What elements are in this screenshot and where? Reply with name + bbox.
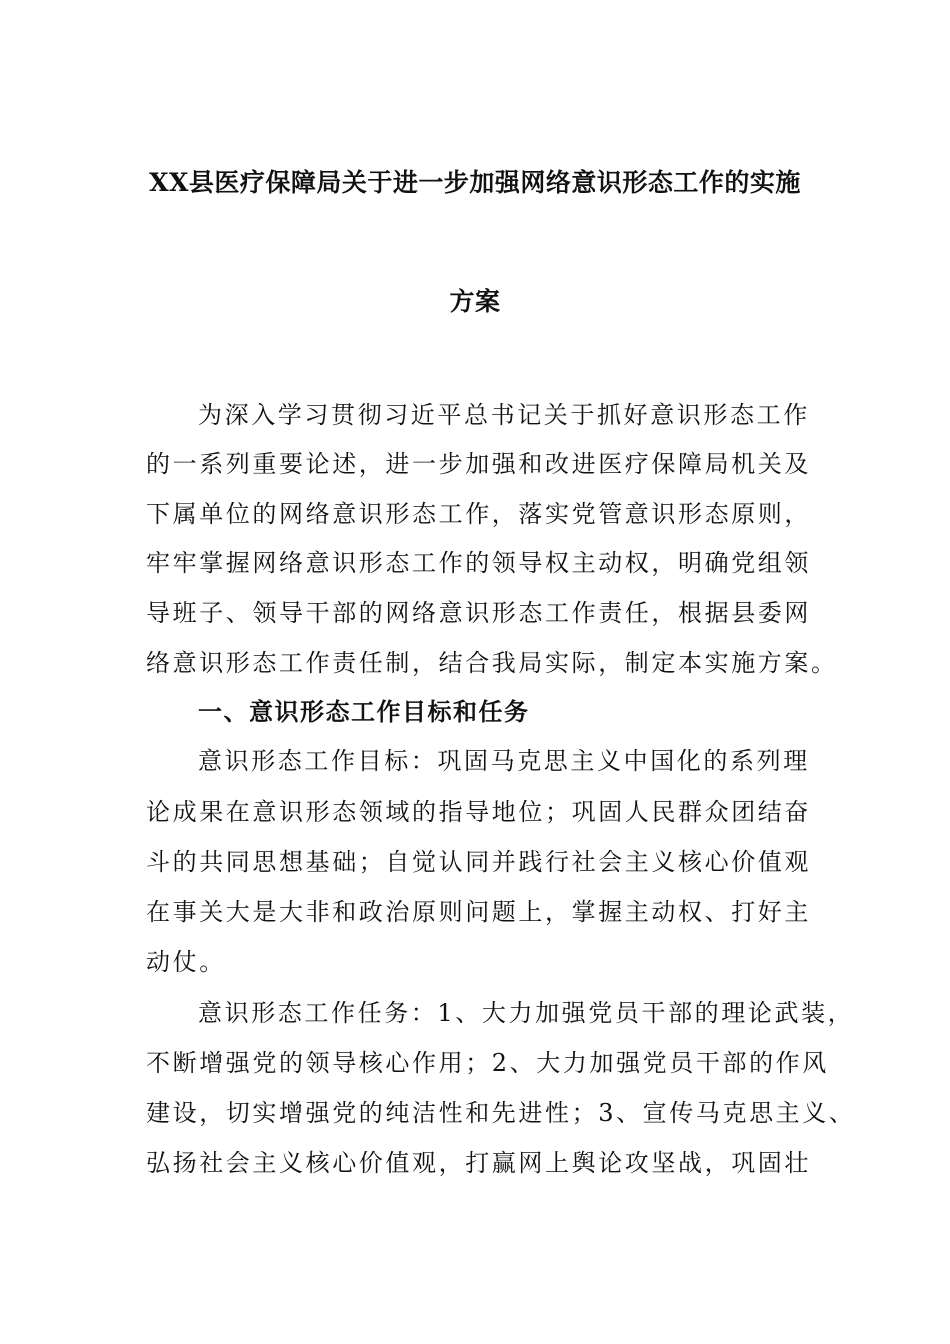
- intro-paragraph-line: 下属单位的网络意识形态工作，落实党管意识形态原则，: [146, 500, 811, 528]
- task-paragraph-line: 意识形态工作任务：1、大力加强党员干部的理论武装，: [198, 999, 855, 1027]
- intro-paragraph-line: 牢牢掌握网络意识形态工作的领导权主动权，明确党组领: [146, 549, 811, 577]
- task-paragraph-line: 建设，切实增强党的纯洁性和先进性；3、宣传马克思主义、: [146, 1099, 856, 1127]
- goal-paragraph-line: 斗的共同思想基础；自觉认同并践行社会主义核心价值观: [146, 848, 811, 876]
- task-paragraph-line: 不断增强党的领导核心作用；2、大力加强党员干部的作风: [146, 1049, 829, 1077]
- intro-paragraph-line: 为深入学习贯彻习近平总书记关于抓好意识形态工作: [198, 401, 810, 429]
- goal-paragraph-line: 在事关大是大非和政治原则问题上，掌握主动权、打好主: [146, 898, 811, 926]
- section-heading: 一、意识形态工作目标和任务: [198, 697, 530, 726]
- intro-paragraph-line: 络意识形态工作责任制，结合我局实际，制定本实施方案。: [146, 649, 838, 677]
- task-paragraph-line: 弘扬社会主义核心价值观，打赢网上舆论攻坚战，巩固壮: [146, 1149, 811, 1177]
- goal-paragraph-line: 意识形态工作目标：巩固马克思主义中国化的系列理: [198, 747, 810, 775]
- goal-paragraph-line: 动仗。: [146, 948, 226, 976]
- goal-paragraph-line: 论成果在意识形态领域的指导地位；巩固人民群众团结奋: [146, 798, 811, 826]
- document-title-line-1: XX县医疗保障局关于进一步加强网络意识形态工作的实施: [149, 168, 801, 197]
- intro-paragraph-line: 导班子、领导干部的网络意识形态工作责任，根据县委网: [146, 599, 811, 627]
- document-title-line-2: 方案: [449, 287, 501, 316]
- intro-paragraph-line: 的一系列重要论述，进一步加强和改进医疗保障局机关及: [146, 450, 811, 478]
